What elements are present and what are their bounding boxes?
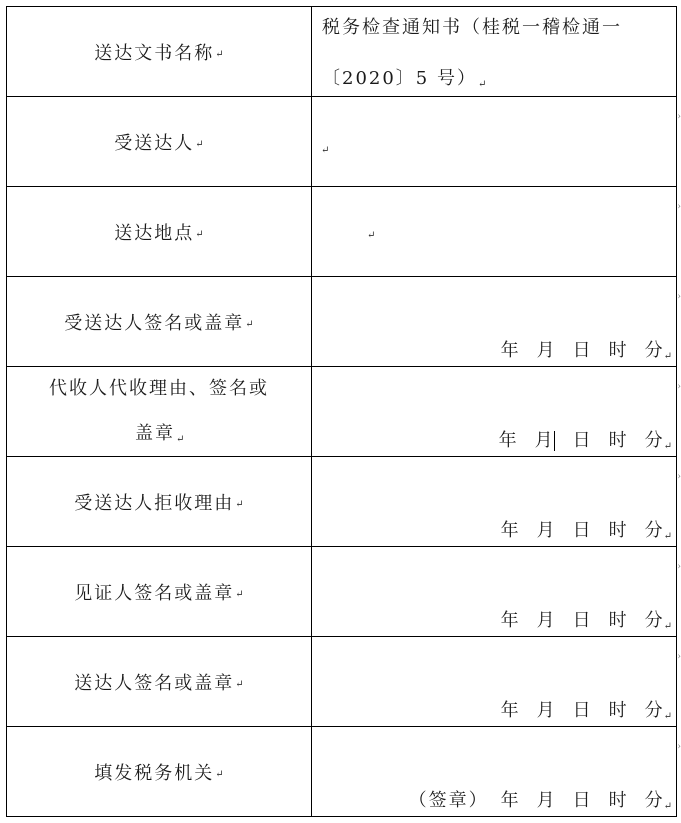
paragraph-mark: ↵ [215,769,224,780]
row-value-cell[interactable] [312,187,677,277]
document-name-line2: 〔2020〕5 号） [322,68,477,89]
table-row [7,97,677,187]
date-line [501,606,672,632]
row-label-cell [7,277,312,367]
row-value-cell[interactable] [312,457,677,547]
table-row [7,277,677,367]
day-unit: 日 [572,790,591,811]
row-label: 送达地点 [114,222,195,244]
row-value-cell[interactable] [312,277,677,367]
hour-unit: 时 [608,700,627,721]
row-label-cell [7,367,312,457]
paragraph-mark: ↵ [235,499,244,510]
table-row [7,457,677,547]
table-row [7,367,677,457]
year-unit: 年 [498,430,517,451]
document-name-line1: 税务检查通知书（桂税一稽检通一 [322,17,622,38]
row-label-cell [7,457,312,547]
row-label: 受送达人 [114,132,195,154]
row-label-line2: 盖章 [135,423,175,444]
paragraph-mark: ↵ [195,229,204,240]
paragraph-mark: ↵ [195,139,204,150]
row-label-cell [7,7,312,97]
paragraph-mark: ↵ [235,589,244,600]
year-unit: 年 [500,520,519,541]
row-label: 填发税务机关 [94,762,215,784]
date-line [409,786,672,812]
date-line [501,696,672,722]
table-row [7,547,677,637]
date-line [501,516,672,542]
row-label-cell [7,187,312,277]
hour-unit: 时 [608,610,627,631]
month-unit: 月 [536,700,555,721]
month-unit: 月 [536,610,555,631]
minute-unit: 分 [644,610,663,631]
day-unit: 日 [572,610,591,631]
row-end-arrow-icon: › [677,742,681,752]
row-label: 见证人签名或盖章 [74,582,235,604]
paragraph-mark: ↵ [215,49,224,60]
row-label: 送达文书名称 [94,42,215,64]
row-label-cell [7,547,312,637]
row-value-cell[interactable] [312,367,677,457]
row-end-arrow-icon: › [677,112,681,122]
row-value-cell[interactable] [312,547,677,637]
hour-unit: 时 [608,790,627,811]
paragraph-mark: ↵ [477,79,487,90]
delivery-receipt-table [6,6,677,817]
paragraph-mark: ↵ [321,145,330,156]
month-unit: 月 [536,340,555,361]
paragraph-mark: ↵ [663,351,672,362]
table-row [7,727,677,817]
paragraph-mark: ↵ [235,679,244,690]
row-label-cell [7,97,312,187]
row-end-arrow-icon: › [677,382,681,392]
paragraph-mark: ↵ [663,531,672,542]
row-value-cell[interactable] [312,97,677,187]
paragraph-mark: ↵ [245,319,254,330]
row-end-arrow-icon: › [677,652,681,662]
seal-label: （签章） [408,790,489,811]
day-unit: 日 [572,430,591,451]
row-label: 受送达人签名或盖章 [64,312,245,334]
day-unit: 日 [572,340,591,361]
hour-unit: 时 [608,430,627,451]
row-end-arrow-icon: › [677,472,681,482]
row-label-line1: 代收人代收理由、签名或 [49,378,269,399]
date-line [501,336,672,362]
row-value-cell[interactable] [312,637,677,727]
day-unit: 日 [572,520,591,541]
row-label: 送达人签名或盖章 [74,672,235,694]
month-unit: 月 [536,790,555,811]
paragraph-mark: ↵ [663,711,672,722]
hour-unit: 时 [608,520,627,541]
minute-unit: 分 [644,430,663,451]
table-row [7,187,677,277]
month-unit: 月 [534,430,553,451]
text-cursor [554,431,555,451]
row-value-cell[interactable] [312,7,677,97]
paragraph-mark: ↵ [663,441,672,452]
year-unit: 年 [500,700,519,721]
paragraph-mark: ↵ [663,621,672,632]
year-unit: 年 [500,610,519,631]
paragraph-mark: ↵ [367,230,376,241]
row-end-arrow-icon: › [677,202,681,212]
minute-unit: 分 [644,790,663,811]
row-end-arrow-icon: › [677,562,681,572]
row-end-arrow-icon: › [677,292,681,302]
month-unit: 月 [536,520,555,541]
minute-unit: 分 [644,520,663,541]
table-row [7,7,677,97]
hour-unit: 时 [608,340,627,361]
year-unit: 年 [500,790,519,811]
paragraph-mark: ↵ [176,434,185,445]
date-line [499,426,672,452]
table-row [7,637,677,727]
paragraph-mark: ↵ [663,801,672,812]
day-unit: 日 [572,700,591,721]
row-label-cell [7,727,312,817]
year-unit: 年 [500,340,519,361]
minute-unit: 分 [644,700,663,721]
row-value-cell[interactable] [312,727,677,817]
minute-unit: 分 [644,340,663,361]
row-label: 受送达人拒收理由 [74,492,235,514]
row-label-cell [7,637,312,727]
